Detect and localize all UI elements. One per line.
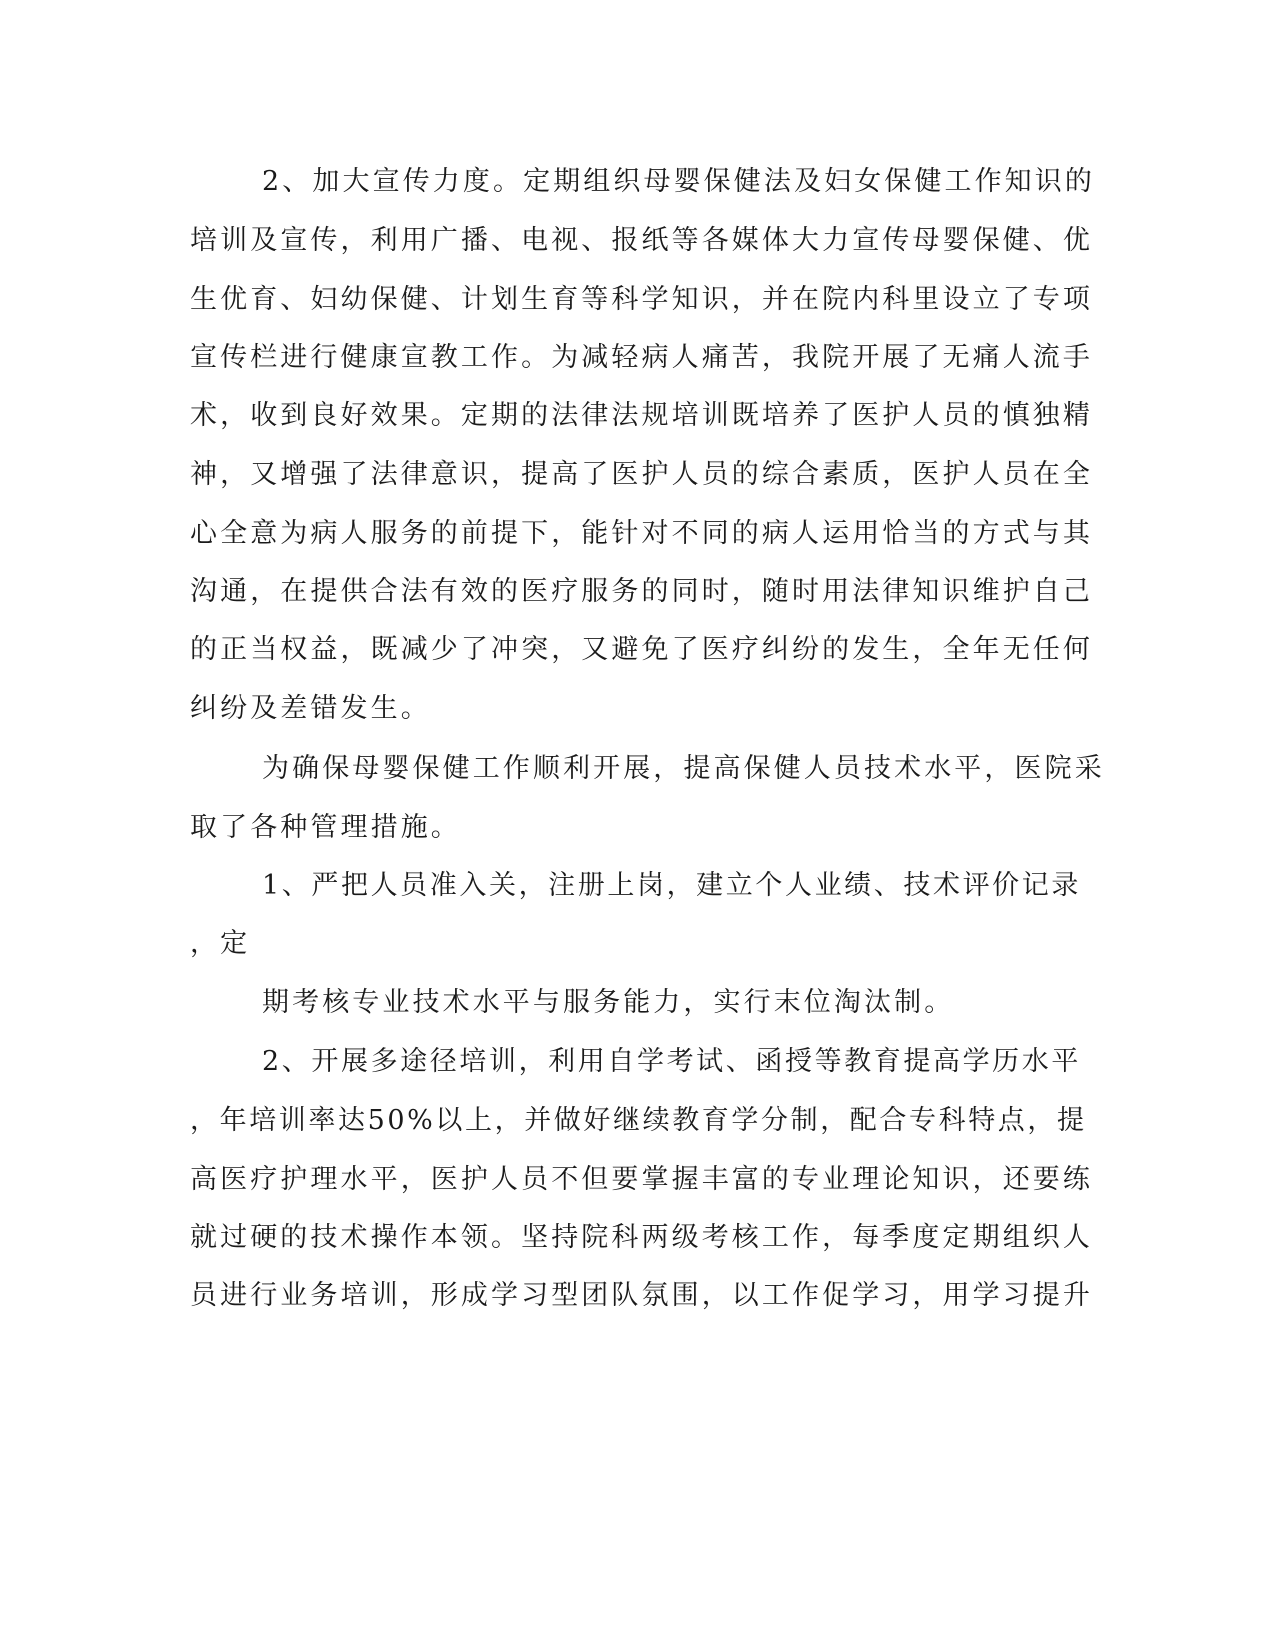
text-line: 员进行业务培训，形成学习型团队氛围，以工作促学习，用学习提升 <box>190 1280 1093 1311</box>
text-line: 心全意为病人服务的前提下，能针对不同的病人运用恰当的方式与其 <box>190 518 1093 549</box>
text-line: 2、加大宣传力度。定期组织母婴保健法及妇女保健工作知识的 <box>262 166 1095 197</box>
text-line: 高医疗护理水平，医护人员不但要掌握丰富的专业理论知识，还要练 <box>190 1164 1093 1195</box>
text-line: 为确保母婴保健工作顺利开展，提高保健人员技术水平，医院采 <box>262 753 1105 784</box>
text-line: 培训及宣传，利用广播、电视、报纸等各媒体大力宣传母婴保健、优 <box>190 225 1093 256</box>
text-line: 沟通，在提供合法有效的医疗服务的同时，随时用法律知识维护自己 <box>190 576 1093 607</box>
text-line: 2、开展多途径培训，利用自学考试、函授等教育提高学历水平 <box>262 1046 1081 1077</box>
text-line: 期考核专业技术水平与服务能力，实行末位淘汰制。 <box>262 987 955 1018</box>
text-line: 1、严把人员准入关，注册上岗，建立个人业绩、技术评价记录 <box>262 870 1081 901</box>
text-line: 术，收到良好效果。定期的法律法规培训既培养了医护人员的慎独精 <box>190 400 1093 431</box>
text-line: 宣传栏进行健康宣教工作。为减轻病人痛苦，我院开展了无痛人流手 <box>190 342 1093 373</box>
text-line: 生优育、妇幼保健、计划生育等科学知识，并在院内科里设立了专项 <box>190 284 1093 315</box>
text-line: 就过硬的技术操作本领。坚持院科两级考核工作，每季度定期组织人 <box>190 1222 1093 1253</box>
text-line: 取了各种管理措施。 <box>190 812 461 843</box>
text-line: 的正当权益，既减少了冲突，又避免了医疗纠纷的发生，全年无任何 <box>190 634 1093 665</box>
text-line: ，定 <box>190 928 251 959</box>
text-line: 神，又增强了法律意识，提高了医护人员的综合素质，医护人员在全 <box>190 459 1093 490</box>
text-line: ，年培训率达50%以上，并做好继续教育学分制，配合专科特点，提 <box>190 1105 1087 1136</box>
text-line: 纠纷及差错发生。 <box>190 693 431 724</box>
